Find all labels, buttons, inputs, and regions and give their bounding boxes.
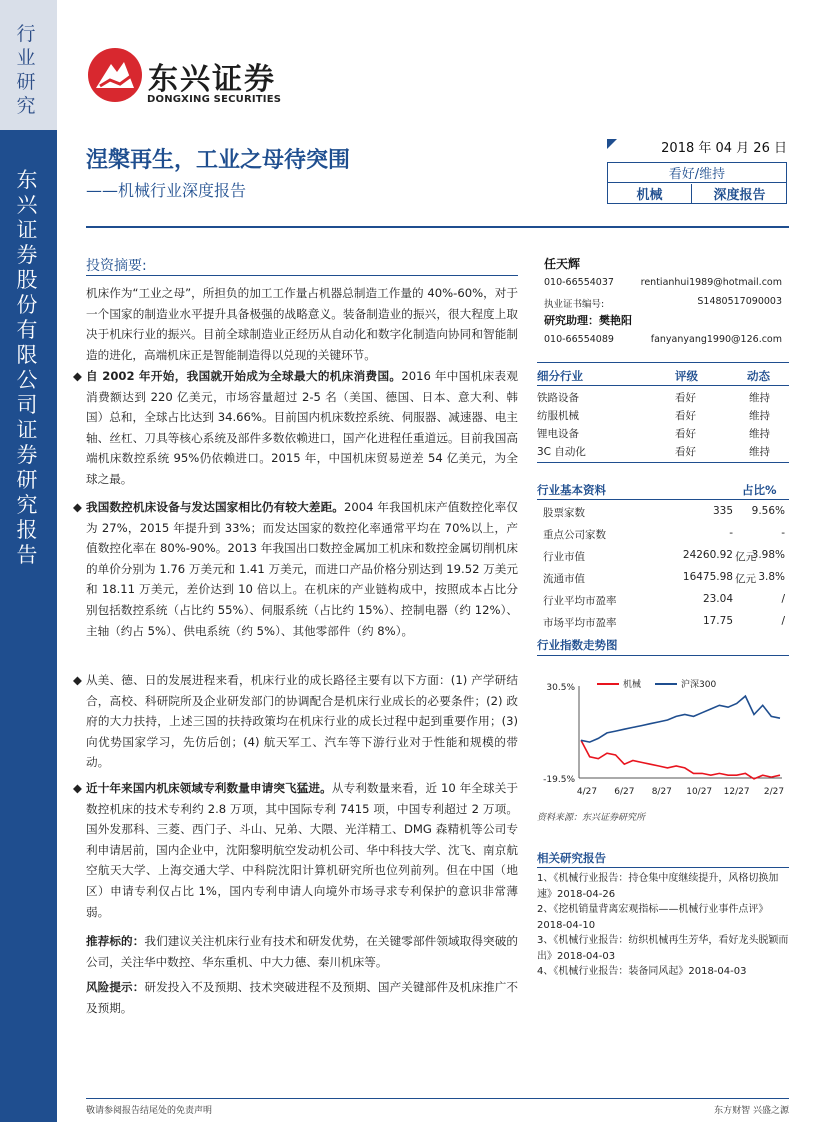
cell: 亿元 [735,551,756,563]
fundamentals-title: 行业基本资料 [537,483,606,497]
cell: 维持 [749,410,770,422]
related-item[interactable]: 4、《机械行业报告：装备同风起》2018-04-03 [537,966,747,977]
table-row [537,549,789,568]
cell: 维持 [749,428,770,440]
series-line-hs300 [581,696,780,742]
cell: 股票家数 [543,507,585,519]
cell: 市场平均市盈率 [543,617,617,629]
cert-label: 执业证书编号: [544,299,605,310]
point-2-body: 2004 年我国机床产值数控化率仅为 27%，2015 年提升到 33%；而发达国家的数控化率通常平均在 70%以上，产值数控化率在 80%-90%。2013 年我国出口数控金属加工机床和数控金属切削机床的单价分别为 1.76 万美元和 1.41 万美元，而进口产品价格分别达到 19.52 万美元和 18.11 万美元，差价达到 10 倍以上。在机床的产业链构成中，按照成本占比分别包括数控系统（占比约 55%）、伺服系统（占比约 15%）、控制电器（约 12%）、主轴（约占 5%）、供电系统（约 5%）、其他零部件（约 8%）。 [86,500,518,638]
y-tick-label: 30.5% [546,683,575,693]
table-row [537,408,789,427]
risk-label: 风险提示： [86,980,145,994]
cell: 维持 [749,392,770,404]
series-line-machinery [581,740,780,779]
summary-point-1: ◆ 自 2002 年开始，我国就开始成为全球最大的机床消费国。2016 年中国机床表观消费额达到 220 亿美元，市场容量超过 2-5 名（美国、德国、日本、意大利、韩国）总和，全球占比达到 34.66%。目前国内机床数控系统、伺服器、减速器、电主轴、丝杠、刀具等核心系统及部件多数依赖进口，国产化进程任重道远。目前我国高端机床数控系统 95%仍依赖进口。2015 年，中国机床贸易逆差 54 亿美元，为全球之最。 [73,369,518,486]
table-row [537,444,789,463]
header-divider [86,226,789,228]
chart-source: 资料来源：东兴证券研究所 [537,813,646,823]
summary-point-2: ◆ 我国数控机床设备与发达国家相比仍有较大差距。2004 年我国机床产值数控化率仅为 27%，2015 年提升到 33%；而发达国家的数控化率通常平均在 70%以上，产值数控化率在 80%-90%。2013 年我国出口数控金属加工机床和数控金属切削机床的单价分别为 1.76 万美元和 1.41 万美元，而进口产品价格分别达到 19.52 万美元和 18.11 万美元，差价达到 10 倍以上。在机床的产业链构成中，按照成本占比分别包括数控系统（占比约 55%）、伺服系统（占比约 15%）、控制电器（约 12%）、主轴（约占 5%）、供电系统（约 5%）、其他零部件（约 8%）。 [73,500,518,638]
related-item[interactable]: 1、《机械行业报告：持仓集中度继续提升，风格切换加速》2018-04-26 [537,873,779,900]
assistant-phone: 010-66554089 [544,334,614,345]
cell: 23.04 [702,593,733,605]
ratings-col-trend: 动态 [747,369,770,383]
cell: 锂电设备 [537,428,579,440]
recommendation [86,931,518,972]
related-item[interactable]: 3、《机械行业报告：纺织机械再生芳华，看好龙头脱颖而出》2018-04-03 [537,935,789,962]
related-title: 相关研究报告 [537,851,606,865]
chart-title: 行业指数走势图 [537,638,618,652]
index-chart [537,672,789,804]
x-tick-label: 4/27 [576,787,598,797]
y-tick-label: -19.5% [543,775,575,785]
cell: 行业市值 [543,551,585,563]
logo-english: DONGXING SECURITIES [147,94,282,105]
cell: 3.98% [751,549,785,561]
fundamentals-header-line [537,499,789,500]
x-tick-label: 10/27 [686,787,713,797]
cell: 亿元 [735,573,756,585]
cell: - [781,527,785,539]
table-row [537,390,789,409]
summary-point-3: ◆ 从美、德、日的发展进程来看，机床行业的成长路径主要有以下方面：(1) 产学研结合，高校、科研院所及企业研发部门的协调配合是机床行业成长的必要条件；(2) 政府的大力扶持，上述三国的扶持政策均在机床行业的成长过程中起到重要作用；(3) 向优势国家学习，先仿后创；(4) 航天军工、汽车等下游行业对于性能和规模的带动。 [73,673,518,770]
recommendation-label: 推荐标的： [86,934,145,948]
report-date: 2018 年 04 月 26 日 [661,141,787,156]
sidebar-bottom-label: 东兴证券股份有限公司证券研究报告 [16,168,38,567]
cell: 3.8% [758,571,785,583]
cell: 行业平均市盈率 [543,595,617,607]
x-tick-label: 12/27 [723,787,750,797]
point-3-body: 从美、德、日的发展进程来看，机床行业的成长路径主要有以下方面：(1) 产学研结合，高校、科研院所及企业研发部门的协调配合是机床行业成长的必要条件；(2) 政府的大力扶持，上述三国的扶持政策均在机床行业的成长过程中起到重要作用；(3) 向优势国家学习，先仿后创；(4) 航天军工、汽车等下游行业对于性能和规模的带动。 [86,673,518,770]
cert-number: S1480517090003 [697,296,782,307]
table-row [537,426,789,445]
recommendation-body: 我们建议关注机床行业有技术和研发优势，在关键零部件领域取得突破的公司，关注华中数控、华东重机、中大力德、秦川机床等。 [86,934,518,969]
summary-point-4: ◆ 近十年来国内机床领域专利数量申请突飞猛进。从专利数量来看，近 10 年全球关于数控机床的技术专利约 2.8 万项，其中国际专利 7415 项，中国专利超过 2 万项。国外发那科、三菱、西门子、斗山、兄弟、大隈、光洋精工、DMG 森精机等公司专利申请居前，国内企业中，沈阳黎明航空发动机公司、华中科技大学、沈飞、南京航空航天大学、上海交通大学、中科院沈阳计算机研究所也位列前列。但在中国（地区）申请专利仅占比 1%，国内专利申请人向境外市场寻求专利保护的意识非常薄弱。 [73,781,518,919]
x-tick-label: 6/27 [614,787,635,797]
table-row [537,615,789,634]
table-row [537,593,789,612]
ratings-top-line [537,362,789,363]
summary-divider [86,275,518,276]
table-row [537,527,789,546]
point-1-body: 2016 年中国机床表观消费额达到 220 亿美元，市场容量超过 2-5 名（美国、德国、日本、意大利、韩国）总和，全球占比达到 34.66%。目前国内机床数控系统、伺服器、减速器、电主轴、丝杠、刀具等核心系统及部件多数依赖进口，国产化进程任重道远。目前我国高端机床数控系统 95%仍依赖进口。2015 年，中国机床贸易逆差 54 亿美元，为全球之最。 [86,369,518,486]
x-tick-label: 8/27 [651,787,672,797]
cell: 铁路设备 [537,392,579,404]
sidebar-top [0,0,57,130]
table-row [537,505,789,524]
date-corner [607,139,617,149]
dongxing-logo-icon [86,46,144,104]
fundamentals-col-share: 占比% [742,483,777,497]
related-line [537,867,789,868]
cell: 9.56% [751,505,785,517]
cell: / [781,615,785,627]
ratings-bottom-line [537,462,789,463]
cell: 重点公司家数 [543,529,606,541]
footer-divider [86,1098,789,1099]
summary-title: 投资摘要: [86,258,147,274]
point-1-lead: 自 2002 年开始，我国就开始成为全球最大的机床消费国。 [86,369,402,383]
risk-body: 研发投入不及预期、技术突破进程不及预期、国产关键部件及机床推广不及预期。 [86,980,518,1015]
point-2-lead: 我国数控机床设备与发达国家相比仍有较大差距。 [86,500,345,514]
ratings-header-line [537,385,789,386]
footer-disclaimer: 敬请参阅报告结尾处的免责声明 [86,1106,213,1116]
rating: 看好/维持 [608,163,786,183]
sidebar-bottom [0,130,57,1122]
analyst-email: rentianhui1989@hotmail.com [640,277,782,288]
report-type: 深度报告 [713,188,766,203]
cell: 3C 自动化 [537,446,586,458]
chart-title-line [537,655,789,656]
report-title: 涅槃再生，工业之母待突围 [86,148,351,173]
cell: 16475.98 [682,571,733,583]
ratings-col-rating: 评级 [675,369,698,383]
cell: 24260.92 [682,549,733,561]
ratings-col-sector: 细分行业 [537,369,583,383]
assistant-email: fanyanyang1990@126.com [650,334,782,345]
cell: 看好 [675,446,696,458]
related-item[interactable]: 2、《挖机销量背离宏观指标——机械行业事件点评》2018-04-10 [537,904,769,931]
sidebar-top-label: 行业研究 [16,23,36,117]
summary-intro: 机床作为“工业之母”，所担负的加工工作量占机器总制造工作量的 40%-60%，对于一个国家的制造业水平提升具备极强的战略意义。装备制造业的振兴，很大程度上取决于机床行业的振兴。目前全球制造业正经历从自动化和数字化制造向协同和智能制造的进化，高端机床正是智能制造得以兑现的关键环节。 [86,286,518,362]
cell: 335 [712,505,733,517]
assistant-name: 研究助理：樊艳阳 [544,314,632,327]
cell: / [781,593,785,605]
analyst-name: 任天辉 [544,257,581,271]
industry-label: 机械 [608,184,692,204]
table-row [537,571,789,590]
analyst-phone: 010-66554037 [544,277,614,288]
cell: 看好 [675,392,696,404]
point-4-lead: 近十年来国内机床领域专利数量申请突飞猛进。 [86,781,332,795]
legend-label: 机械 [623,680,642,690]
cell: 17.75 [702,615,733,627]
logo-text: 东兴证券 [148,62,276,97]
risk-warning [86,977,518,1018]
cell: 流通市值 [543,573,585,585]
cell: 纺服机械 [537,410,579,422]
cell: 看好 [675,410,696,422]
footer-slogan: 东方财智 兴盛之源 [714,1106,789,1116]
cell: - [729,527,733,539]
cell: 维持 [749,446,770,458]
legend-label: 沪深300 [681,680,717,690]
point-4-body: 从专利数量来看，近 10 年全球关于数控机床的技术专利约 2.8 万项，其中国际专利 7415 项，中国专利超过 2 万项。国外发那科、三菱、西门子、斗山、兄弟、大隈、光洋精工、DMG 森精机等公司专利申请居前，国内企业中，沈阳黎明航空发动机公司、华中科技大学、沈飞、南京航空航天大学、上海交通大学、中科院沈阳计算机研究所也位列前列。但在中国（地区）申请专利仅占比 1%，国内专利申请人向境外市场寻求专利保护的意识非常薄弱。 [86,781,518,919]
x-tick-label: 2/27 [763,787,785,797]
report-subtitle: ——机械行业深度报告 [86,181,247,200]
cell: 看好 [675,428,696,440]
